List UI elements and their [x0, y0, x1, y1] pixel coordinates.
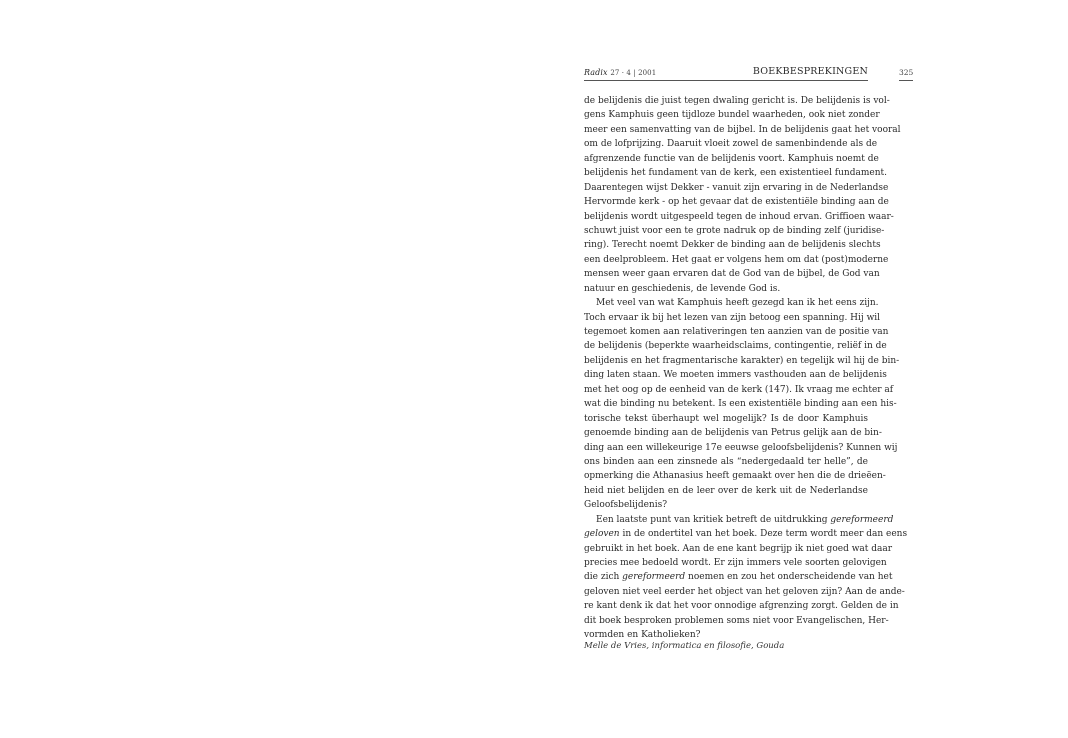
text-line: [584, 513, 894, 527]
italic-term: gereformeerd: [830, 514, 894, 525]
text-segment: Een laatste punt van kritiek betreft de uitdrukking: [596, 514, 831, 525]
text-line: natuur en geschiedenis, de levende God is.: [584, 283, 781, 294]
text-line: belijdenis en het fragmentarische karakter) en tegelijk wil hij de bin-: [584, 355, 900, 366]
journal-name: Radix: [584, 68, 608, 77]
text-line: geloven niet veel eerder het object van het geloven zijn? Aan de ande-: [584, 586, 905, 597]
text-line: schuwt juist voor een te grote nadruk op de binding zelf (juridise-: [584, 225, 885, 236]
text-line: opmerking die Athanasius heeft gemaakt over hen die de drieëen-: [584, 471, 886, 482]
text-line: dit boek besproken problemen soms niet voor Evangelischen, Her-: [584, 615, 889, 626]
italic-term: gereformeerd: [622, 572, 686, 583]
text-line: Hervormde kerk - op het gevaar dat de existentiële binding aan de: [584, 197, 889, 208]
text-line: een deelprobleem. Het gaat er volgens hem om dat (post)moderne: [584, 254, 889, 265]
text-line: precies mee bedoeld wordt. Er zijn immers vele soorten gelovigen: [584, 558, 887, 568]
text-line: wat die binding nu betekent. Is een existentiële binding aan een his-: [584, 399, 897, 410]
text-line: torische tekst überhaupt wel mogelijk? Is de door Kamphuis: [584, 413, 868, 424]
text-line: om de lofprijzing. Daaruit vloeit zowel de samenbindende als de: [584, 139, 878, 150]
text-line: [584, 527, 908, 541]
reviewer-signature: Melle de Vries, informatica en filosofie, Gouda: [584, 641, 785, 651]
text-line: Daarentegen wijst Dekker - vanuit zijn ervaring in de Nederlandse: [584, 182, 889, 193]
text-segment: in de ondertitel van het boek. Deze term wordt meer dan eens: [619, 529, 908, 540]
text-line: ons binden aan een zinsnede als “nedergedaald ter helle”, de: [584, 456, 868, 467]
text-line: vormden en Katholieken?: [584, 630, 701, 641]
text-line: genoemde binding aan de belijdenis van Petrus gelijk aan de bin-: [584, 428, 882, 439]
text-line: ring). Terecht noemt Dekker de binding aan de belijdenis slechts: [584, 240, 881, 251]
text-line: de belijdenis (beperkte waarheidsclaims, contingentie, reliëf in de: [584, 341, 887, 352]
text-line: heid niet belijden en de leer over de kerk uit de Nederlandse: [584, 485, 868, 496]
text-line: de belijdenis die juist tegen dwaling gericht is. De belijdenis is vol-: [584, 96, 890, 106]
text-line: gens Kamphuis geen tijdloze bundel waarheden, ook niet zonder: [584, 110, 880, 121]
text-line: Met veel van wat Kamphuis heeft gezegd kan ik het eens zijn.: [596, 298, 879, 309]
journal-reference: [584, 67, 656, 79]
text-line: meer een samenvatting van de bijbel. In de belijdenis gaat het vooral: [584, 124, 901, 135]
text-segment: die zich: [584, 572, 623, 583]
running-head: [584, 66, 868, 81]
text-line: ding aan een willekeurige 17e eeuwse geloofsbelijdenis? Kunnen wij: [584, 442, 898, 453]
text-line: mensen weer gaan ervaren dat de God van de bijbel, de God van: [584, 269, 880, 280]
text-line: met het oog op de eenheid van de kerk (147). Ik vraag me echter af: [584, 384, 894, 395]
text-line: Toch ervaar ik bij het lezen van zijn betoog een spanning. Hij wil: [584, 312, 881, 323]
italic-term: geloven: [584, 529, 620, 540]
text-line: belijdenis wordt uitgespeeld tegen de inhoud ervan. Griffioen waar-: [584, 211, 894, 222]
text-segment: noemen en zou het onderscheidende van het: [685, 572, 893, 583]
text-line: ding laten staan. We moeten immers vasthouden aan de belijdenis: [584, 370, 887, 381]
text-line: afgrenzende functie van de belijdenis voort. Kamphuis noemt de: [584, 153, 879, 164]
text-line: re kant denk ik dat het voor onnodige afgrenzing zorgt. Gelden de in: [584, 601, 899, 612]
review-body-text: [584, 94, 908, 643]
text-line: Geloofsbelijdenis?: [584, 500, 668, 511]
text-line: tegemoet komen aan relativeringen ten aanzien van de positie van: [584, 327, 889, 337]
page-number: 325: [899, 67, 913, 81]
text-line: belijdenis het fundament van de kerk, een existentieel fundament.: [584, 168, 887, 179]
text-line: gebruikt in het boek. Aan de ene kant begrijp ik niet goed wat daar: [584, 543, 893, 554]
journal-issue: 27 · 4 | 2001: [610, 69, 657, 77]
text-line: [584, 570, 893, 584]
section-title: BOEKBESPREKINGEN: [752, 66, 868, 77]
